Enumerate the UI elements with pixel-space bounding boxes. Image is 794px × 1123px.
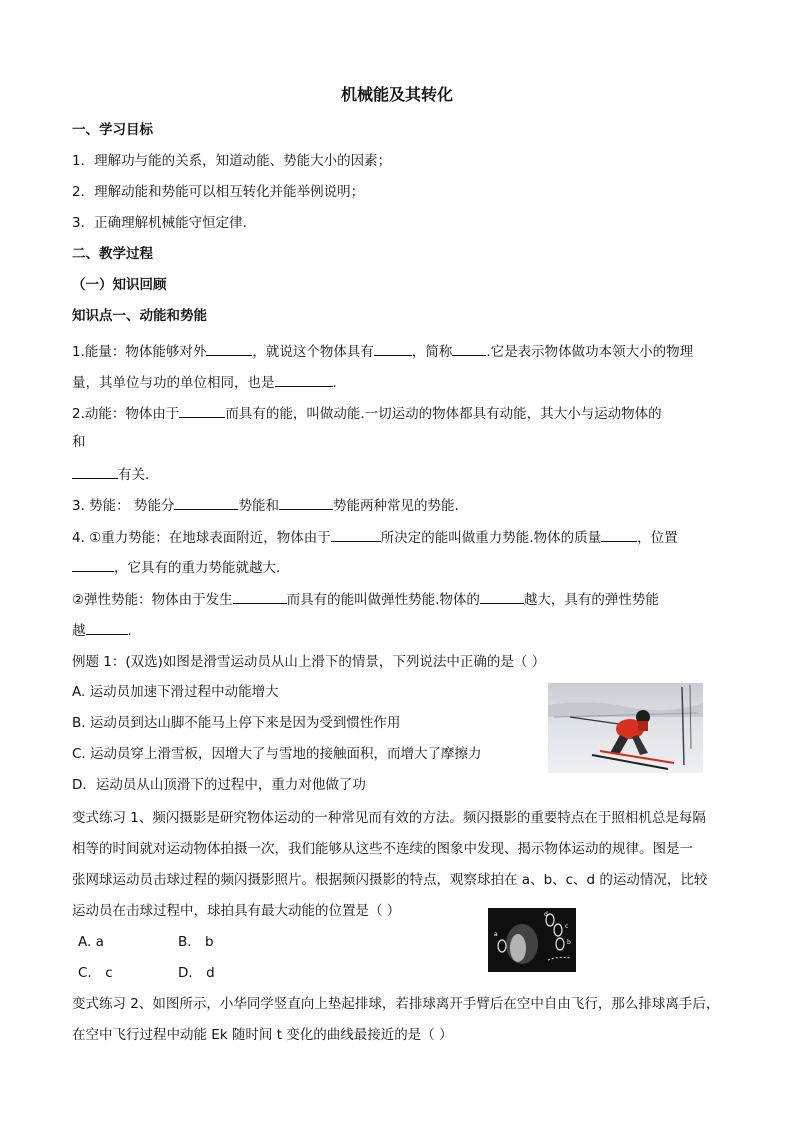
subsection-heading-review: （一）知识回顾 xyxy=(72,277,167,293)
fill-blank[interactable] xyxy=(233,590,287,604)
strobe-label-a: a xyxy=(494,931,498,938)
question-energy-line1: 1.能量：物体能够对外 ，就说这个物体具有 ，简称 .它是表示物体做功本领大小的物理 xyxy=(72,344,694,360)
page-title: 机械能及其转化 xyxy=(340,85,453,104)
question-kinetic-line2: 和 xyxy=(72,434,86,450)
example-1-option: D．运动员从山顶滑下的过程中，重力对他做了功 xyxy=(72,777,366,793)
goal-item: 1．理解功与能的关系，知道动能、势能大小的因素； xyxy=(72,153,392,169)
variant-1-line: 张网球运动员击球过程的频闪摄影照片。根据频闪摄影的特点，观察球拍在 a、b、c、d 的运动情况，比较 xyxy=(72,872,708,888)
fill-blank[interactable] xyxy=(331,528,381,542)
fill-blank[interactable] xyxy=(86,621,128,635)
example-1-option: A. 运动员加速下滑过程中动能增大 xyxy=(72,684,279,700)
question-potential: 3. 势能： 势能分 势能和 势能两种常见的势能. xyxy=(72,498,459,514)
fill-blank[interactable] xyxy=(72,558,114,572)
skier-photo xyxy=(548,683,703,773)
knowledge-point-heading: 知识点一、动能和势能 xyxy=(72,308,207,324)
fill-blank[interactable] xyxy=(279,496,333,510)
question-kinetic-line3: 有关. xyxy=(72,465,149,483)
strobe-label-b: b xyxy=(567,939,571,946)
fill-blank[interactable] xyxy=(179,404,225,418)
goal-item: 3．正确理解机械能守恒定律. xyxy=(72,215,247,231)
fill-blank[interactable] xyxy=(601,528,637,542)
fill-blank[interactable] xyxy=(206,342,252,356)
question-elastic-line2: 越 . xyxy=(72,623,132,639)
variant-2-line: 变式练习 2、如图所示，小华同学竖直向上垫起排球，若排球离开手臂后在空中自由飞行，那么排球离手后， xyxy=(72,996,720,1012)
goal-item: 2．理解动能和势能可以相互转化并能举例说明； xyxy=(72,184,365,200)
variant-2-line: 在空中飞行过程中动能 Ek 随时间 t 变化的曲线最接近的是（ ） xyxy=(72,1027,453,1043)
fill-blank[interactable] xyxy=(452,342,486,356)
question-gravity-line2: ，它具有的重力势能就越大. xyxy=(72,558,280,576)
variant-1-line: 运动员在击球过程中，球拍具有最大动能的位置是（ ） xyxy=(72,903,401,919)
example-1-option: C. 运动员穿上滑雪板，因增大了与雪地的接触面积，而增大了摩擦力 xyxy=(72,746,482,762)
variant-1-line: 变式练习 1、频闪摄影是研究物体运动的一种常见而有效的方法。频闪摄影的重要特点在于照相机总是每隔 xyxy=(72,810,706,826)
example-1-stem: 例题 1：(双选)如图是滑雪运动员从山上滑下的情景，下列说法中正确的是（ ） xyxy=(72,654,546,670)
tennis-strobe-photo xyxy=(488,908,576,972)
variant-1-option-a: A. a xyxy=(78,934,104,950)
question-energy-line2: 量，其单位与功的单位相同，也是 . xyxy=(72,375,337,391)
question-kinetic-line1: 2.动能：物体由于 而具有的能，叫做动能.一切运动的物体都具有动能，其大小与运动物体的 xyxy=(72,406,662,422)
section-heading-process: 二、教学过程 xyxy=(72,246,153,262)
strobe-label-c: c xyxy=(565,923,569,930)
fill-blank[interactable] xyxy=(480,590,524,604)
strobe-label-d: d xyxy=(544,911,548,918)
fill-blank[interactable] xyxy=(275,373,333,387)
variant-1-option-d: D． d xyxy=(178,965,215,981)
variant-1-option-b: B． b xyxy=(178,934,214,950)
fill-blank[interactable] xyxy=(174,496,238,510)
variant-1-option-c: C． c xyxy=(78,965,113,981)
fill-blank[interactable] xyxy=(72,465,118,479)
question-elastic-line1: ②弹性势能：物体由于发生 而具有的能叫做弹性势能.物体的 越大，具有的弹性势能 xyxy=(72,592,659,608)
section-heading-goals: 一、学习目标 xyxy=(72,122,153,138)
example-1-option: B. 运动员到达山脚不能马上停下来是因为受到惯性作用 xyxy=(72,715,401,731)
variant-1-line: 相等的时间就对运动物体拍摄一次，我们能够从这些不连续的图象中发现、揭示物体运动的规律。图是一 xyxy=(72,841,693,857)
question-gravity-line1: 4. ①重力势能：在地球表面附近，物体由于 所决定的能叫做重力势能.物体的质量 ，位置 xyxy=(72,530,678,546)
fill-blank[interactable] xyxy=(374,342,412,356)
